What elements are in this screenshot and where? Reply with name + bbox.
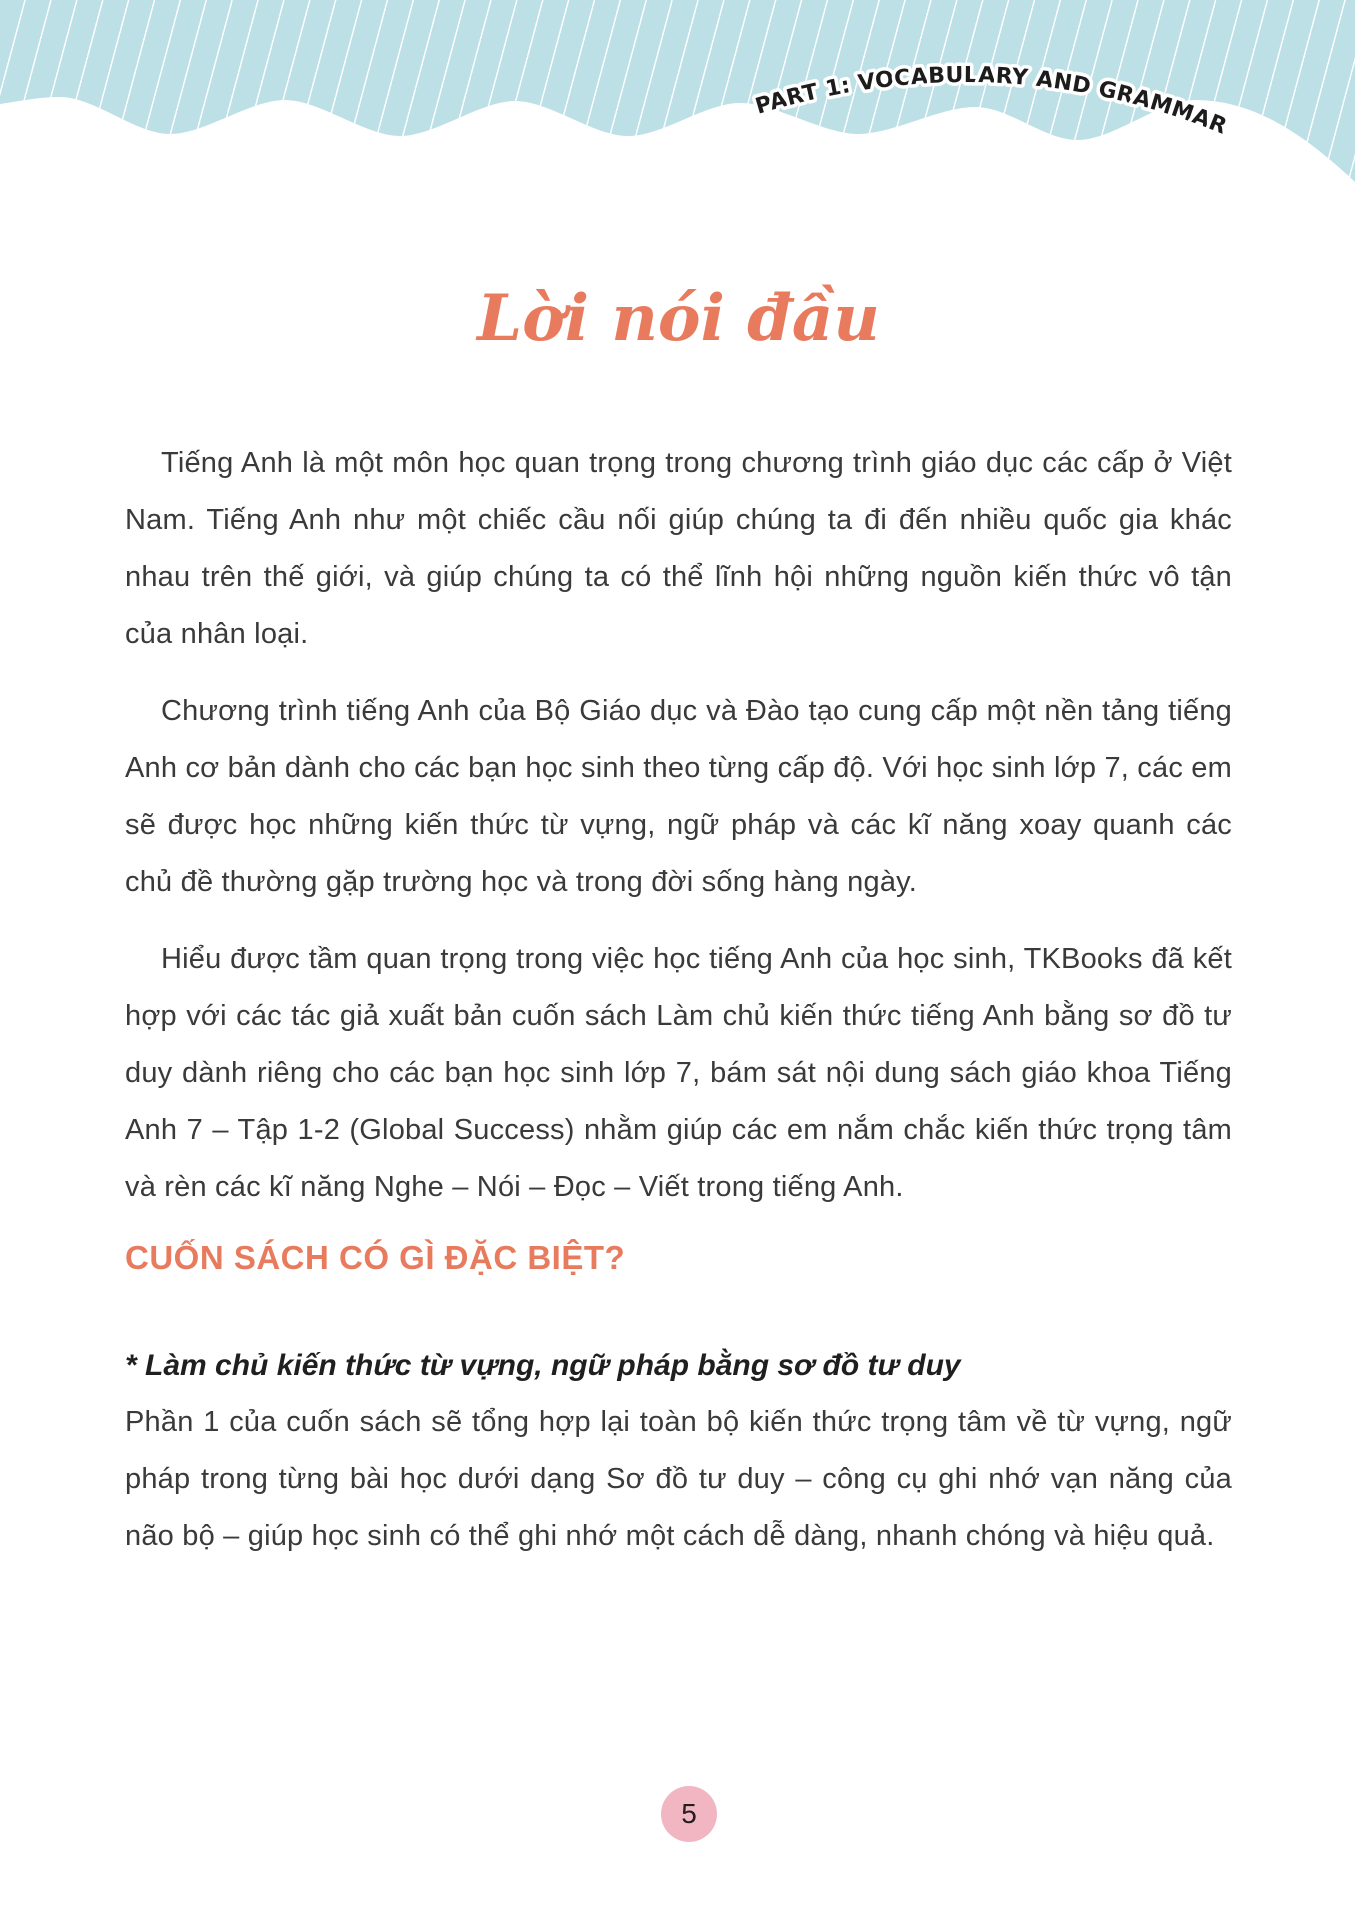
page-header	[0, 0, 1355, 200]
feature-title: * Làm chủ kiến thức từ vựng, ngữ pháp bằng sơ đồ tư duy	[125, 1349, 961, 1382]
intro-paragraph-3: Hiểu được tầm quan trọng trong việc học tiếng Anh của học sinh, TKBooks đã kết hợp với các tác giả xuất bản cuốn sách Làm chủ kiến thức tiếng Anh bằng sơ đồ tư duy dành riêng cho các bạn học sinh lớp 7, bám sát nội dung sách giáo khoa Tiếng Anh 7 – Tập 1-2 (Global Success) nhằm giúp các em nắm chắc kiến thức trọng tâm và rèn các kĩ năng Nghe – Nói – Đọc – Viết trong tiếng Anh.	[125, 943, 1232, 1203]
page-number-label: 5	[681, 1798, 697, 1829]
page-title: Lời nói đầu	[477, 281, 880, 356]
section-heading: CUỐN SÁCH CÓ GÌ ĐẶC BIỆT?	[125, 1239, 626, 1276]
page-content	[0, 200, 1355, 1565]
page-number-badge	[661, 1786, 717, 1842]
part-banner: PART 1: VOCABULARY AND GRAMMAR	[752, 62, 1231, 140]
intro-paragraph-2: Chương trình tiếng Anh của Bộ Giáo dục và Đào tạo cung cấp một nền tảng tiếng Anh cơ bản dành cho các bạn học sinh theo từng cấp độ. Với học sinh lớp 7, các em sẽ được học những kiến thức từ vựng, ngữ pháp và các kĩ năng xoay quanh các chủ đề thường gặp trường học và trong đời sống hàng ngày.	[125, 695, 1232, 898]
header-wave	[0, 0, 1355, 200]
intro-paragraph-1: Tiếng Anh là một môn học quan trọng trong chương trình giáo dục các cấp ở Việt Nam. Tiếng Anh như một chiếc cầu nối giúp chúng ta đi đến nhiều quốc gia khác nhau trên thế giới, và giúp chúng ta có thể lĩnh hội những nguồn kiến thức vô tận của nhân loại.	[125, 447, 1232, 650]
feature-paragraph: Phần 1 của cuốn sách sẽ tổng hợp lại toàn bộ kiến thức trọng tâm về từ vựng, ngữ pháp trong từng bài học dưới dạng Sơ đồ tư duy – công cụ ghi nhớ vạn năng của não bộ – giúp học sinh có thể ghi nhớ một cách dễ dàng, nhanh chóng và hiệu quả.	[125, 1406, 1232, 1552]
